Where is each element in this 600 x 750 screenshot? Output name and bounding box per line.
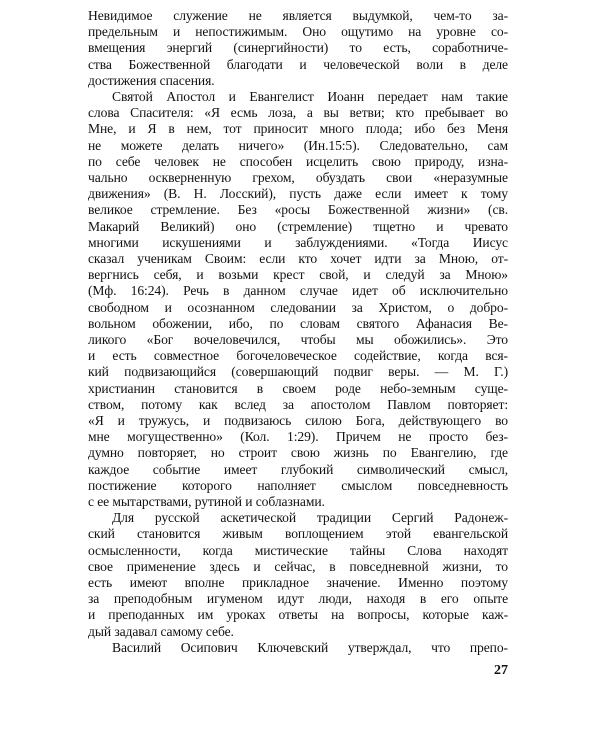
text-line: движения» (В. Н. Лосский), пусть даже если имеет к тому (88, 186, 508, 202)
text-line: предельным и непостижимым. Оно ощутимо на уровне со- (88, 24, 508, 40)
text-line: достижения спасения. (88, 72, 215, 88)
text-line: вергнись себя, и возьми крест свой, и следуй за Мною» (88, 267, 508, 283)
text-line: слова Спасителя: «Я есмь лоза, а вы ветви; кто пребывает во (88, 105, 508, 121)
text-line: свое применение здесь и сейчас, в повседневной жизни, то (88, 558, 508, 574)
text-line: осмысленности, когда мистические тайны Слова находят (88, 542, 508, 558)
text-line: Макарий Великий) оно (стремление) тщетно и чревато (88, 218, 508, 234)
text-line: вмещения энергий (синергийности) то есть, соработниче- (88, 40, 508, 56)
text-line: сказал ученикам Своим: если кто хочет идти за Мною, от- (88, 251, 508, 266)
text-line: Для русской аскетической традиции Сергий Радонеж- (112, 510, 508, 526)
text-line: дый задавал самому себе. (88, 623, 234, 639)
text-line: вольном обожении, ибо, по словам святого Афанасия Ве- (88, 315, 508, 331)
text-line: ский становится живым воплощением этой евангельской (88, 526, 508, 542)
text-line: мне могущественно» (Кол. 1:29). Причем не просто без- (88, 429, 508, 445)
text-line: Василий Осипович Ключевский утверждал, что препо- (112, 639, 508, 655)
text-line: «Я и тружусь, и подвизаюсь силою Бога, действующего во (88, 413, 508, 428)
text-line: чально оскверненную грехом, обуздать свои «неразумные (88, 170, 508, 185)
text-line: ства Божественной благодати и человеческой воли в деле (88, 56, 508, 72)
text-line: постижение которого наполняет смыслом повседневность (88, 477, 508, 493)
text-line: не можете делать ничего» (Ин.15:5). Следовательно, сам (88, 137, 508, 153)
text-line: великое стремление. Без «росы Божественной жизни» (св. (88, 202, 508, 218)
text-line: каждое событие имеет глубокий символический смысл, (88, 461, 508, 477)
text-line: ством, потому как вслед за апостолом Павлом повторяет: (88, 396, 508, 412)
text-line: и есть совместное богочеловеческое содействие, когда вся- (88, 348, 508, 364)
text-line: думно повторяет, но строит свою жизнь по Евангелию, где (88, 445, 508, 461)
text-line: Святой Апостол и Евангелист Иоанн передает нам такие (112, 89, 508, 104)
page-number: 27 (494, 663, 508, 678)
text-line: христианин становится в своем роде небо-земным суще- (88, 380, 508, 396)
text-line: кий подвизающийся (совершающий подвиг веры. — М. Г.) (88, 364, 508, 380)
book-page (88, 8, 508, 744)
text-line: свободном и осознанном следовании за Христом, о добро- (88, 299, 508, 315)
text-line: есть имеют вполне прикладное значение. Именно поэтому (88, 575, 508, 590)
text-line: ликого «Бог вочеловечился, чтобы мы обожились». Это (88, 332, 508, 347)
text-line: по себе человек не способен исцелить свою природу, изна- (88, 153, 508, 169)
text-line: и преподанных им уроках ответы на вопросы, которые каж- (88, 607, 508, 623)
text-line: с ее мытарствами, рутиной и соблазнами. (88, 494, 325, 509)
text-line: Мне, и Я в нем, тот приносит много плода; ибо без Меня (88, 121, 508, 137)
text-line: многими искушениями и заблуждениями. «Тогда Иисус (88, 234, 508, 250)
text-line: Невидимое служение не является выдумкой, чем-то за- (88, 8, 508, 23)
text-line: (Мф. 16:24). Речь в данном случае идет об исключительно (88, 283, 508, 299)
text-line: за преподобным игуменом идут люди, находя в его опыте (88, 591, 508, 607)
